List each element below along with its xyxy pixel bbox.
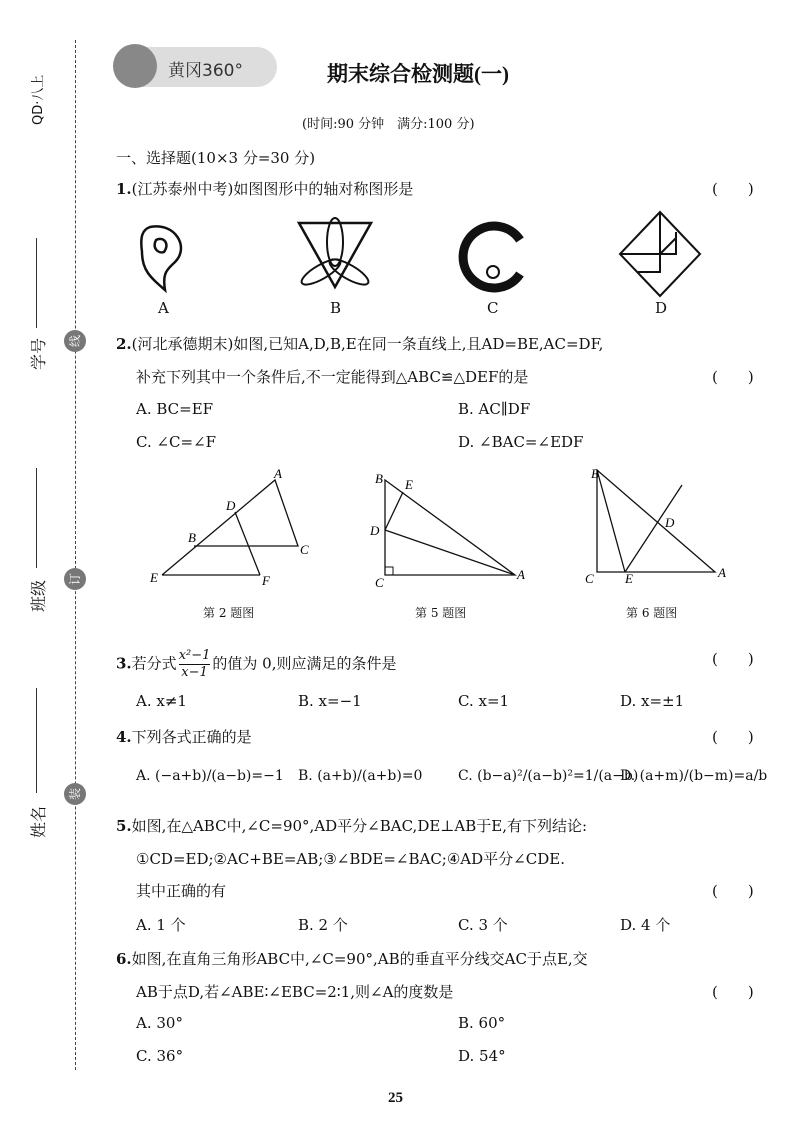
q5-text: 如图,在△ABC中,∠C=90°,AD平分∠BAC,DE⊥AB于E,有下列结论: — [131, 817, 588, 835]
binding-line — [75, 40, 76, 1070]
name-line — [36, 688, 37, 793]
answer-bracket[interactable]: ( ) — [712, 368, 754, 386]
svg-text:A: A — [718, 565, 726, 580]
section-heading: 一、选择题(10×3 分=30 分) — [116, 149, 316, 167]
svg-text:B: B — [188, 530, 196, 545]
q3-text: 若分式 — [131, 654, 177, 673]
svg-text:A: A — [517, 567, 525, 582]
series-label: QD·八上 — [31, 74, 46, 125]
q6-number: 6. — [116, 950, 132, 968]
q5-number: 5. — [116, 817, 132, 835]
q2-line1 — [116, 333, 603, 354]
q1-label-b: B — [330, 299, 342, 317]
q6-option-c[interactable]: C. 36° — [136, 1047, 184, 1065]
q3-numerator: x²−1 — [178, 648, 211, 663]
q1-figure-c — [458, 222, 528, 292]
q3-option-b[interactable]: B. x=−1 — [298, 692, 362, 710]
q1-figure-d — [618, 210, 703, 300]
svg-text:A: A — [274, 466, 282, 481]
figure-q2 — [150, 466, 330, 590]
q2-number: 2. — [116, 335, 132, 353]
q5-line3: 其中正确的有 — [136, 882, 227, 900]
exam-info: (时间:90 分钟 满分:100 分) — [302, 117, 475, 132]
figure-q5 — [365, 471, 535, 590]
svg-text:E: E — [625, 571, 633, 586]
brand-logo-icon — [113, 44, 157, 88]
q1-label-d: D — [655, 299, 668, 317]
q3 — [116, 648, 397, 681]
q1-label-a: A — [158, 299, 169, 317]
q4-option-d[interactable]: D. (a+m)/(b−m)=a/b — [620, 768, 768, 784]
answer-bracket[interactable]: ( ) — [712, 728, 754, 746]
q3-number: 3. — [116, 654, 132, 673]
q6-option-d[interactable]: D. 54° — [458, 1047, 506, 1065]
q4-text: 下列各式正确的是 — [131, 728, 252, 746]
q4-option-a[interactable]: A. (−a+b)/(a−b)=−1 — [136, 768, 284, 784]
svg-text:E: E — [150, 570, 158, 585]
q5-option-b[interactable]: B. 2 个 — [298, 916, 348, 934]
q6-option-b[interactable]: B. 60° — [458, 1014, 506, 1032]
q4-option-c[interactable]: C. (b−a)²/(a−b)²=1/(a−b) — [458, 768, 639, 784]
q5-line1 — [116, 815, 587, 836]
q3-option-d[interactable]: D. x=±1 — [620, 692, 685, 710]
answer-bracket[interactable]: ( ) — [712, 983, 754, 1001]
q1-text: (江苏泰州中考)如图图形中的轴对称图形是 — [131, 180, 414, 198]
q1-number: 1. — [116, 180, 132, 198]
answer-bracket[interactable]: ( ) — [712, 650, 754, 668]
q6-line2: AB于点D,若∠ABE∶∠EBC=2∶1,则∠A的度数是 — [136, 983, 454, 1001]
q6-line1 — [116, 948, 588, 969]
q6-text: 如图,在直角三角形ABC中,∠C=90°,AB的垂直平分线交AC于点E,交 — [131, 950, 588, 968]
q3-text-end: 的值为 0,则应满足的条件是 — [212, 654, 397, 673]
q1-figure-a — [130, 222, 190, 292]
svg-text:D: D — [665, 515, 675, 530]
seal-order-badge: 订 — [64, 568, 86, 590]
page-number: 25 — [388, 1090, 403, 1106]
name-label: 姓名 — [29, 805, 48, 838]
q4 — [116, 726, 252, 747]
caption-q5: 第 5 题图 — [415, 606, 467, 620]
svg-text:B: B — [375, 471, 383, 486]
answer-bracket[interactable]: ( ) — [712, 882, 754, 900]
q2-text: (河北承德期末)如图,已知A,D,B,E在同一条直线上,且AD=BE,AC=DF, — [131, 335, 604, 353]
caption-q2: 第 2 题图 — [203, 606, 255, 620]
q3-fraction — [179, 648, 211, 681]
answer-bracket[interactable]: ( ) — [712, 180, 754, 198]
q3-option-a[interactable]: A. x≠1 — [136, 692, 187, 710]
seal-bind-badge: 装 — [64, 783, 86, 805]
svg-text:E: E — [405, 477, 413, 492]
q2-option-b[interactable]: B. AC∥DF — [458, 400, 531, 418]
q5-option-c[interactable]: C. 3 个 — [458, 916, 508, 934]
q2-option-d[interactable]: D. ∠BAC=∠EDF — [458, 433, 584, 451]
svg-text:D: D — [226, 498, 236, 513]
brand-name: 黄冈360° — [168, 61, 243, 81]
q4-number: 4. — [116, 728, 132, 746]
svg-text:B: B — [591, 466, 599, 481]
figure-q6 — [585, 465, 760, 585]
caption-q6: 第 6 题图 — [626, 606, 678, 620]
svg-text:F: F — [262, 573, 270, 588]
q3-denominator: x−1 — [181, 665, 208, 680]
svg-text:C: C — [300, 542, 309, 557]
q5-option-d[interactable]: D. 4 个 — [620, 916, 671, 934]
q4-option-b[interactable]: B. (a+b)/(a+b)=0 — [298, 768, 423, 784]
svg-text:C: C — [375, 575, 384, 590]
q2-option-c[interactable]: C. ∠C=∠F — [136, 433, 217, 451]
q1 — [116, 178, 413, 199]
seal-line-badge: 线 — [64, 330, 86, 352]
q5-option-a[interactable]: A. 1 个 — [136, 916, 186, 934]
class-label: 班级 — [29, 579, 48, 612]
q2-line2: 补充下列其中一个条件后,不一定能得到△ABC≌△DEF的是 — [136, 368, 529, 386]
svg-text:D: D — [370, 523, 380, 538]
class-line — [36, 468, 37, 568]
svg-text:C: C — [585, 571, 594, 586]
page-title: 期末综合检测题(一) — [327, 62, 509, 86]
q1-label-c: C — [487, 299, 499, 317]
q6-option-a[interactable]: A. 30° — [136, 1014, 183, 1032]
student-no-line — [36, 238, 37, 328]
q5-line2: ①CD=ED;②AC+BE=AB;③∠BDE=∠BAC;④AD平分∠CDE. — [136, 850, 565, 868]
student-no-label: 学号 — [29, 337, 48, 370]
q3-option-c[interactable]: C. x=1 — [458, 692, 510, 710]
q2-option-a[interactable]: A. BC=EF — [136, 400, 214, 418]
q1-figure-b — [295, 217, 375, 297]
